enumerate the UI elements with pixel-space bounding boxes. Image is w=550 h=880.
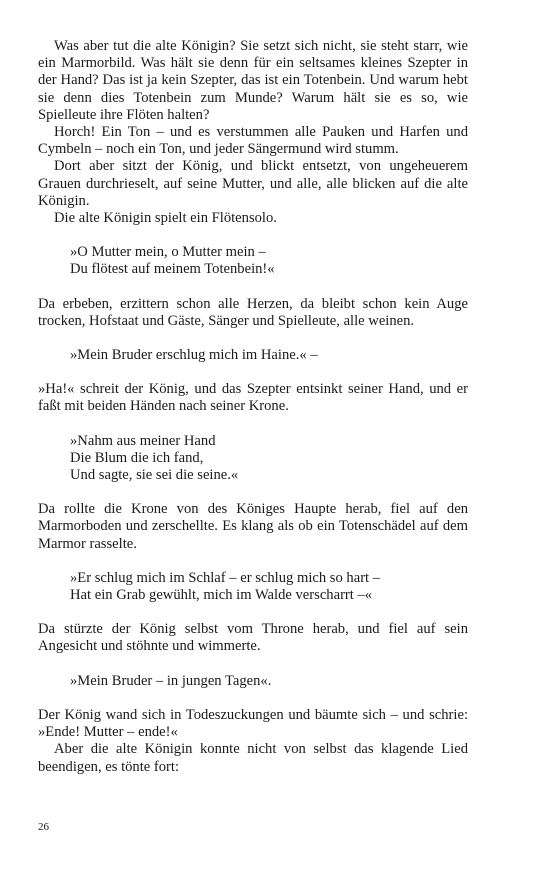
paragraph: Was aber tut die alte Königin? Sie setzt sich nicht, sie steht starr, wie ein Marmorbild. Was hält sie denn für ein seltsames kleines Szepter in der Hand? Das ist ja kein Szepter, das ist ein Totenbein. Und warum hebt sie denn dies Totenbein zum Munde? Warum hält sie es so, wie Spielleute ihre Flöten halten? [38, 38, 468, 123]
verse-line: »Mein Bruder – in jungen Tagen«. [70, 672, 272, 689]
paragraph: Da erbeben, erzittern schon alle Herzen, da bleibt schon kein Auge trocken, Hofstaat und Gäste, Sänger und Spielleute, alle weinen. [38, 295, 468, 329]
verse-block [70, 244, 468, 278]
verse-line: »O Mutter mein, o Mutter mein – [70, 244, 266, 261]
verse-block [70, 347, 468, 364]
paragraph: Da rollte die Krone von des Königes Haupte herab, fiel auf den Marmorboden und zerschellte. Es klang als ob ein Totenschädel auf dem Marmor rasselte. [38, 501, 468, 552]
paragraph: Der König wand sich in Todeszuckungen und bäumte sich – und schrie: »Ende! Mutter – ende!« [38, 706, 468, 741]
page-number: 26 [38, 821, 49, 833]
paragraph: Die alte Königin spielt ein Flötensolo. [54, 210, 277, 227]
paragraph: Aber die alte Königin konnte nicht von selbst das klagende Lied beendigen, es tönte fort: [38, 741, 468, 775]
verse-line: »Mein Bruder erschlug mich im Haine.« – [70, 347, 318, 364]
verse-line: Du flötest auf meinem Totenbein!« [70, 261, 275, 278]
verse-block [70, 570, 468, 604]
paragraph: »Ha!« schreit der König, und das Szepter entsinkt seiner Hand, und er faßt mit beiden Händen nach seiner Krone. [38, 381, 468, 415]
page-body [38, 38, 468, 776]
paragraph: Horch! Ein Ton – und es verstummen alle Pauken und Harfen und Cymbeln – noch ein Ton, und jeder Sängermund wird stumm. [38, 124, 468, 158]
paragraph: Da stürzte der König selbst vom Throne herab, und fiel auf sein Angesicht und stöhnte und wimmerte. [38, 621, 468, 655]
verse-block [70, 433, 468, 485]
verse-line: Und sagte, sie sei die seine.« [70, 467, 239, 484]
verse-block [70, 673, 468, 690]
verse-line: Hat ein Grab gewühlt, mich im Walde verscharrt –« [70, 587, 373, 604]
paragraph: Dort aber sitzt der König, und blickt entsetzt, von ungeheuerem Grauen durchrieselt, auf seine Mutter, und alle, alle blicken auf die alte Königin. [38, 158, 468, 209]
verse-line: »Nahm aus meiner Hand [70, 432, 216, 449]
verse-line: »Er schlug mich im Schlaf – er schlug mich so hart – [70, 569, 381, 586]
verse-line: Die Blum die ich fand, [70, 449, 204, 466]
